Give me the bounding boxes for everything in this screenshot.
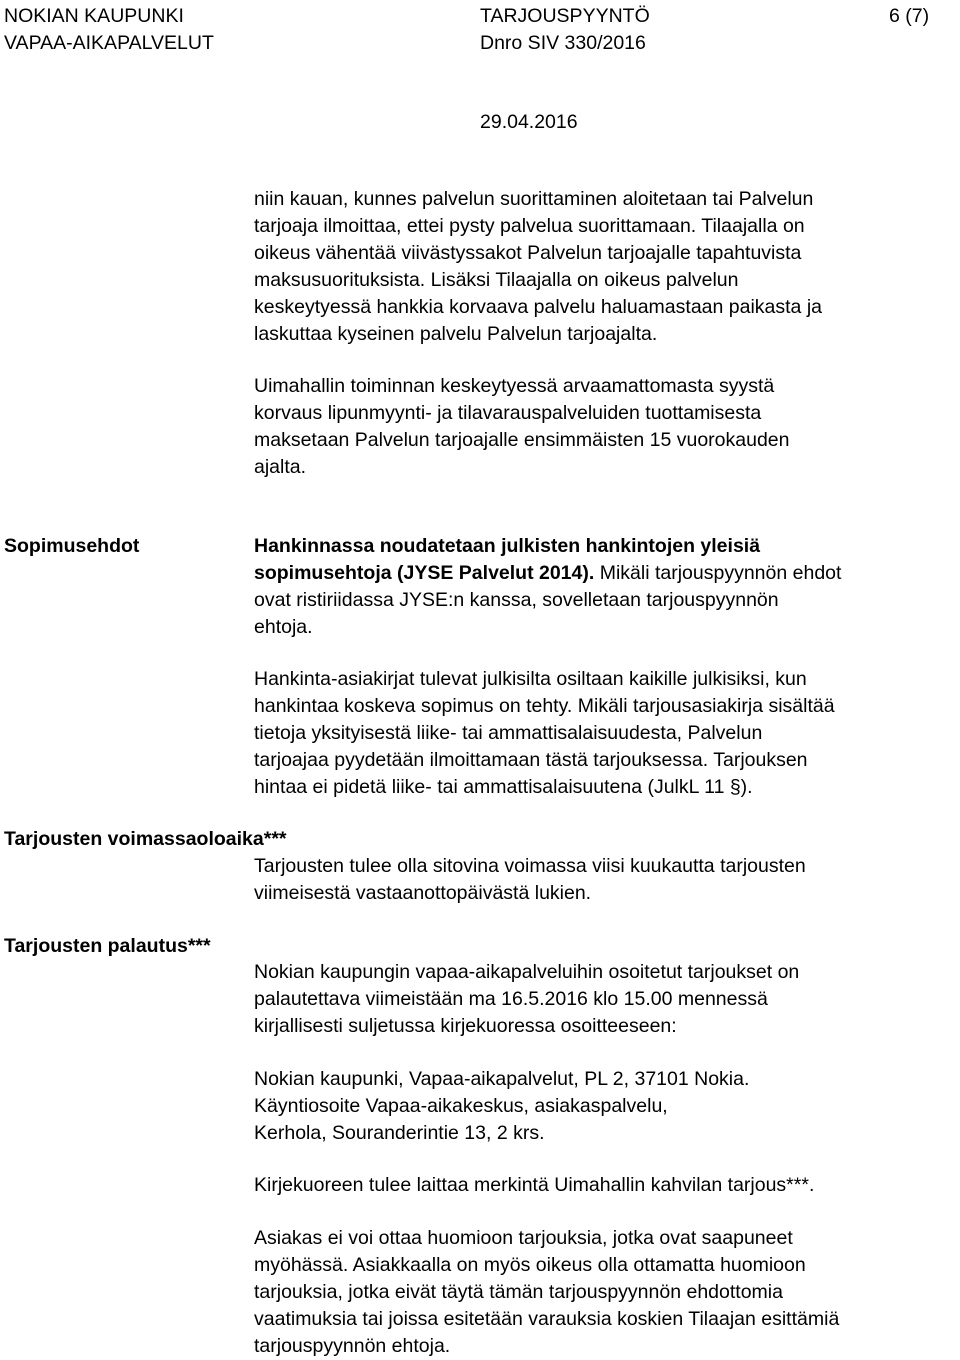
paragraph-contract-terms xyxy=(254,533,954,641)
text-line: ovat ristiriidassa JYSE:n kanssa, sovelletaan tarjouspyynnön xyxy=(254,589,779,611)
text-line: ehtoja. xyxy=(254,616,313,638)
text-line: hankintaa koskeva sopimus on tehty. Mikäli tarjousasiakirja sisältää xyxy=(254,695,835,717)
text-line: tarjouksia, jotka eivät täytä tämän tarjouspyynnön ehdottomia xyxy=(254,1281,783,1303)
text-span: Mikäli tarjouspyynnön ehdot xyxy=(594,562,842,584)
paragraph-delay-penalties xyxy=(254,186,954,348)
section-heading-sopimusehdot: Sopimusehdot xyxy=(4,535,140,557)
section-heading-validity: Tarjousten voimassaoloaika*** xyxy=(4,828,287,850)
text-line: tarjoajaa pyydetään ilmoittamaan tästä tarjouksessa. Tarjouksen xyxy=(254,749,808,771)
text-line: palautettava viimeistään ma 16.5.2016 klo 15.00 mennessä xyxy=(254,988,768,1010)
text-line-mixed xyxy=(254,560,954,587)
text-line: kirjallisesti suljetussa kirjekuoressa osoitteeseen: xyxy=(254,1015,677,1037)
header-date: 29.04.2016 xyxy=(480,111,578,133)
header-doc-type: TARJOUSPYYNTÖ xyxy=(480,5,650,27)
header-org-name: NOKIAN KAUPUNKI xyxy=(4,5,184,27)
paragraph-submission xyxy=(254,959,954,1040)
text-line: tarjoaja ilmoittaa, ettei pysty palvelua suorittamaan. Tilaajalla on xyxy=(254,215,805,237)
text-line: laskuttaa kyseinen palvelu Palvelun tarjoajalta. xyxy=(254,323,658,345)
paragraph-address xyxy=(254,1066,954,1147)
text-line: Kerhola, Souranderintie 13, 2 krs. xyxy=(254,1122,545,1144)
paragraph-procurement-documents xyxy=(254,666,954,801)
text-line: tarjouspyynnön ehtoja. xyxy=(254,1335,451,1357)
text-line: Kirjekuoreen tulee laittaa merkintä Uimahallin kahvilan tarjous***. xyxy=(254,1174,815,1196)
text-line: korvaus lipunmyynti- ja tilavarauspalveluiden tuottamisesta xyxy=(254,402,762,424)
text-line: myöhässä. Asiakkaalla on myös oikeus olla ottamatta huomioon xyxy=(254,1254,806,1276)
text-line: maksetaan Palvelun tarjoajalle ensimmäisten 15 vuorokauden xyxy=(254,429,790,451)
text-line: oikeus vähentää viivästyssakot Palvelun tarjoajalle tapahtuvista xyxy=(254,242,802,264)
text-bold-span: sopimusehtoja (JYSE Palvelut 2014). xyxy=(254,562,595,584)
text-line: hintaa ei pidetä liike- tai ammattisalaisuutena (JulkL 11 §). xyxy=(254,776,753,798)
paragraph-late-offers xyxy=(254,1225,954,1360)
header-page-number: 6 (7) xyxy=(889,5,930,27)
text-line: maksusuorituksista. Lisäksi Tilaajalla on oikeus palvelun xyxy=(254,269,739,291)
text-line: Uimahallin toiminnan keskeytyessä arvaamattomasta syystä xyxy=(254,375,775,397)
text-line: Tarjousten tulee olla sitovina voimassa viisi kuukautta tarjousten xyxy=(254,855,806,877)
text-line: niin kauan, kunnes palvelun suorittaminen aloitetaan tai Palvelun xyxy=(254,188,814,210)
text-line: Nokian kaupungin vapaa-aikapalveluihin osoitetut tarjoukset on xyxy=(254,961,800,983)
paragraph-validity xyxy=(254,853,954,907)
section-heading-submission: Tarjousten palautus*** xyxy=(4,935,211,957)
text-line-bold: Hankinnassa noudatetaan julkisten hankintojen yleisiä xyxy=(254,535,761,557)
text-line: ajalta. xyxy=(254,456,307,478)
header-doc-number: Dnro SIV 330/2016 xyxy=(480,32,646,54)
paragraph-interruption-compensation xyxy=(254,373,954,481)
text-line: viimeisestä vastaanottopäivästä lukien. xyxy=(254,882,592,904)
text-line: Nokian kaupunki, Vapaa-aikapalvelut, PL 2, 37101 Nokia. xyxy=(254,1068,750,1090)
text-line: Asiakas ei voi ottaa huomioon tarjouksia, jotka ovat saapuneet xyxy=(254,1227,793,1249)
text-line: vaatimuksia tai joissa esitetään varauksia koskien Tilaajan esittämiä xyxy=(254,1308,840,1330)
text-line: Käyntiosoite Vapaa-aikakeskus, asiakaspalvelu, xyxy=(254,1095,668,1117)
text-line: keskeytyessä hankkia korvaava palvelu haluamastaan paikasta ja xyxy=(254,296,822,318)
header-department: VAPAA-AIKAPALVELUT xyxy=(4,32,214,54)
text-line: tietoja yksityisestä liike- tai ammattisalaisuudesta, Palvelun xyxy=(254,722,763,744)
paragraph-envelope-marking xyxy=(254,1172,954,1199)
text-line: Hankinta-asiakirjat tulevat julkisilta osiltaan kaikille julkisiksi, kun xyxy=(254,668,807,690)
